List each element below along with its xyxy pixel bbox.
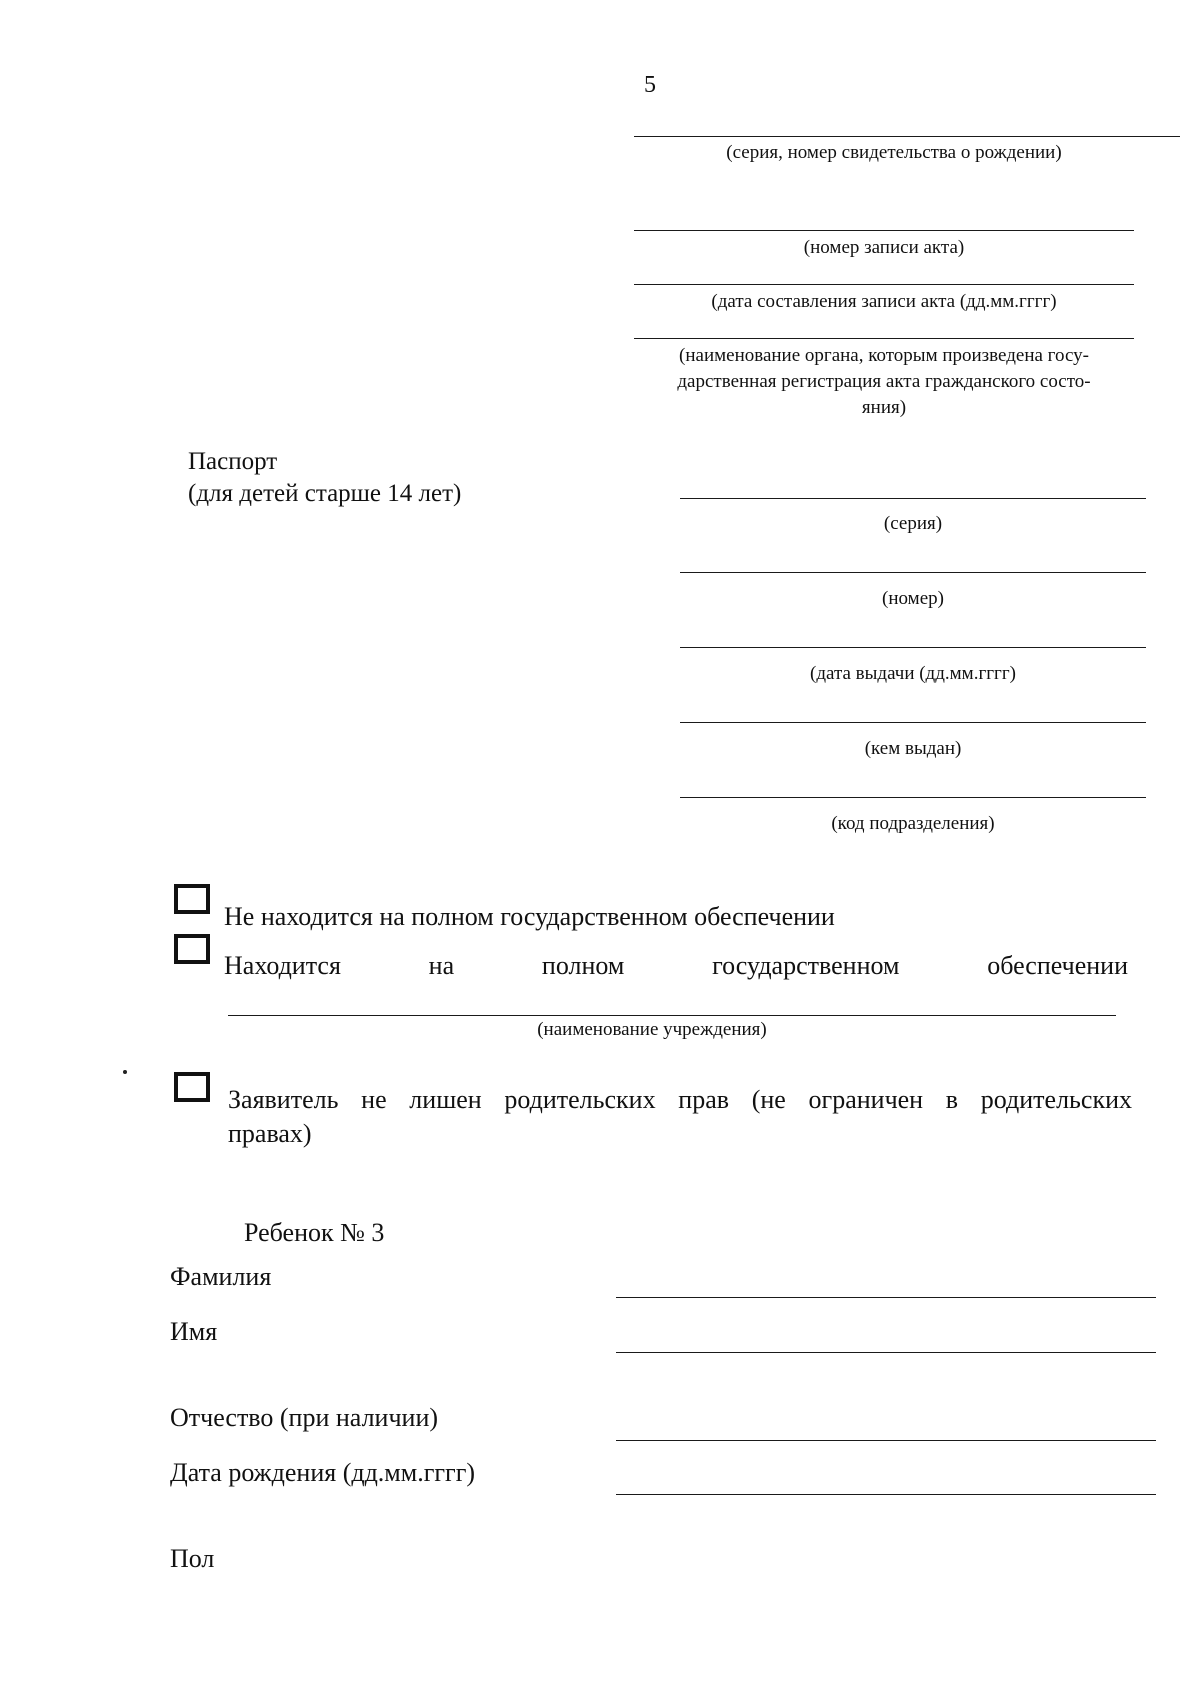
page-number: 5 (644, 72, 656, 98)
registration-authority-field[interactable] (634, 338, 1134, 339)
passport-series-field[interactable] (680, 498, 1146, 499)
child-patronymic-field[interactable] (616, 1440, 1156, 1441)
institution-name-field[interactable] (228, 1015, 1116, 1016)
act-record-date-caption: (дата составления записи акта (дд.мм.гггг) (711, 291, 1057, 312)
on-support-word-5: обеспечении (987, 951, 1128, 980)
act-record-number-caption: (номер записи акта) (803, 237, 965, 258)
child-sex-label: Пол (170, 1544, 215, 1573)
child-name-field[interactable] (616, 1352, 1156, 1353)
passport-subtitle: (для детей старше 14 лет) (188, 480, 462, 507)
child-surname-label: Фамилия (170, 1262, 272, 1291)
on-state-support-checkbox[interactable] (174, 934, 210, 964)
child-birth-date-label: Дата рождения (дд.мм.гггг) (170, 1458, 476, 1487)
passport-series-caption: (серия) (883, 513, 943, 534)
child-patronymic-label: Отчество (при наличии) (170, 1403, 439, 1432)
passport-issued-by-caption: (кем выдан) (864, 738, 962, 759)
on-support-word-4: государственном (712, 951, 900, 980)
passport-title: Паспорт (188, 448, 278, 475)
child-birth-date-field[interactable] (616, 1494, 1156, 1495)
registration-authority-caption-line-1: (наименование органа, которым произведена госу- (679, 345, 1089, 366)
stray-dot (123, 1070, 127, 1074)
birth-certificate-series-number-field[interactable] (634, 136, 1180, 137)
not-on-state-support-label: Не находится на полном государственном обеспечении (224, 902, 835, 931)
parental-rights-label-line-1: Заявитель не лишен родительских прав (не ограничен в родительских (228, 1085, 1132, 1114)
parental-rights-checkbox[interactable] (174, 1072, 210, 1102)
child-surname-field[interactable] (616, 1297, 1156, 1298)
on-support-word-3: полном (541, 951, 625, 980)
on-state-support-label (224, 950, 1128, 981)
parental-rights-label-line-2: правах) (228, 1119, 312, 1148)
passport-number-caption: (номер) (882, 588, 944, 609)
institution-name-caption: (наименование учреждения) (537, 1019, 767, 1040)
on-support-word-2: на (428, 951, 455, 980)
not-on-state-support-checkbox[interactable] (174, 884, 210, 914)
child-3-heading: Ребенок № 3 (244, 1218, 385, 1247)
passport-issue-date-field[interactable] (680, 647, 1146, 648)
act-record-date-field[interactable] (634, 284, 1134, 285)
passport-division-code-field[interactable] (680, 797, 1146, 798)
passport-issue-date-caption: (дата выдачи (дд.мм.гггг) (810, 663, 1016, 684)
passport-division-code-caption: (код подразделения) (831, 813, 995, 834)
registration-authority-caption-line-2: дарственная регистрация акта гражданского состо- (677, 371, 1091, 392)
passport-number-field[interactable] (680, 572, 1146, 573)
child-name-label: Имя (170, 1317, 218, 1346)
birth-certificate-series-number-caption: (серия, номер свидетельства о рождении) (726, 142, 1062, 163)
passport-issued-by-field[interactable] (680, 722, 1146, 723)
on-support-word-1: Находится (224, 951, 341, 980)
act-record-number-field[interactable] (634, 230, 1134, 231)
registration-authority-caption-line-3: яния) (861, 397, 907, 418)
